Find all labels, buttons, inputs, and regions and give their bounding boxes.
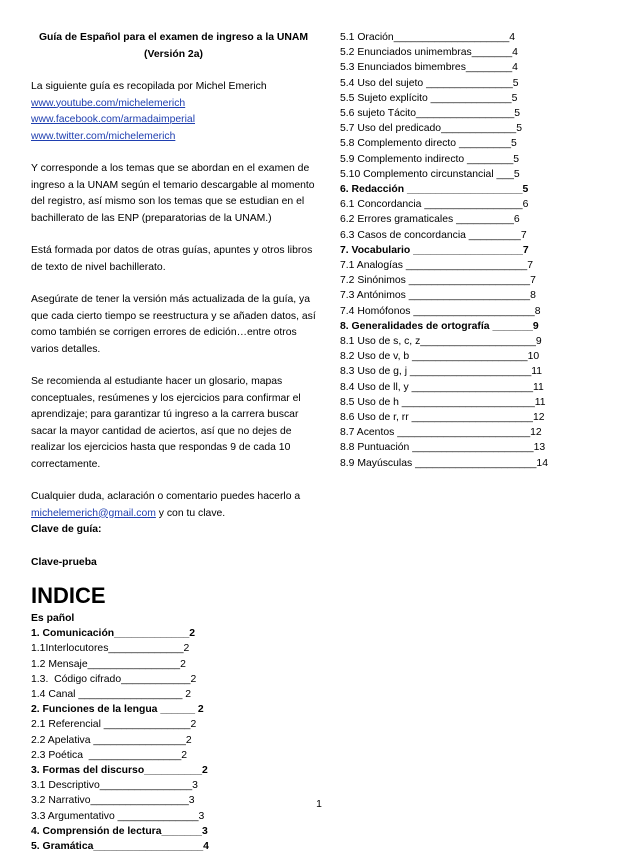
toc-entry: 3.2 Narrativo_________________3	[31, 795, 195, 807]
toc-entry: 2.2 Apelativa ________________2	[31, 734, 192, 746]
toc-entry: 6.2 Errores gramaticales __________6	[340, 214, 520, 226]
toc-entry: 5.1 Oración____________________4	[340, 32, 516, 43]
toc-entry: 3.1 Descriptivo________________3	[31, 780, 198, 792]
index-subject: Es pañol	[31, 613, 75, 624]
toc-entry: 7.1 Analogías _____________________7	[340, 260, 533, 272]
contact-suffix: y con tu clave.	[155, 507, 226, 519]
intro-paragraph-4: Se recomienda al estudiante hacer un glosario, mapas conceptuales, resúmenes y los ejercicios para confirmar el aprendizaje; para garantizar tú ingreso a la carrera buscar sacar la mayor cantidad de aciertos, así que no dejes de realizar los ejercicios hasta que respondas 9 de cada 10 correctamente.	[31, 376, 301, 470]
toc-entry: 1.3. Código cifrado____________2	[31, 673, 197, 685]
toc-entry: 7. Vocabulario ___________________7	[340, 244, 529, 256]
toc-entry: 2.1 Referencial _______________2	[31, 719, 197, 731]
youtube-link[interactable]: www.youtube.com/michelemerich	[31, 97, 186, 109]
right-column	[340, 30, 620, 471]
toc-entry: 1.1Interlocutores_____________2	[31, 643, 190, 655]
toc-entry: 5.8 Complemento directo _________5	[340, 138, 517, 150]
left-column	[31, 30, 316, 854]
intro-paragraph-2: Está formada por datos de otras guías, apuntes y otros libros de texto de nivel bachillerato.	[31, 245, 313, 273]
toc-entry: 7.3 Antónimos _____________________8	[340, 290, 536, 302]
toc-right-list	[340, 30, 620, 471]
toc-entry: 6.1 Concordancia _________________6	[340, 199, 529, 211]
toc-entry: 5.5 Sujeto explícito ______________5	[340, 92, 518, 104]
intro-paragraph-3: Asegúrate de tener la versión más actualizada de la guía, ya que cada cierto tiempo se reestructura y se añaden datos, así como también se corrigen errores de edición…entre otros varios detalles.	[31, 294, 316, 355]
key-value: Clave-prueba	[31, 556, 97, 568]
toc-entry: 6. Redacción ____________________5	[340, 184, 529, 196]
key-label: Clave de guía:	[31, 524, 102, 535]
toc-entry: 8.8 Puntuación _____________________13	[340, 442, 546, 454]
toc-entry: 8.6 Uso de r, rr _____________________12	[340, 412, 545, 424]
toc-entry: 8.9 Mayúsculas _____________________14	[340, 457, 548, 469]
toc-entry: 5.3 Enunciados bimembres________4	[340, 62, 518, 74]
toc-entry: 8.1 Uso de s, c, z____________________9	[340, 336, 542, 348]
toc-left-list	[31, 626, 316, 854]
facebook-link[interactable]: www.facebook.com/armadaimperial	[31, 114, 196, 125]
intro-paragraph-1: Y corresponde a los temas que se abordan en el examen de ingreso a la UNAM según el temario descargable al momento del registro, así mismo son los temas que se estudian en el bachillerato de las ENP (preparatorias de la UNAM.)	[31, 163, 315, 224]
guide-version: (Versión 2a)	[144, 48, 203, 60]
toc-entry: 5.7 Uso del predicado_____________5	[340, 123, 522, 135]
toc-entry: 2.3 Poética ________________2	[31, 749, 188, 761]
index-heading: INDICE	[31, 583, 106, 608]
toc-entry: 6.3 Casos de concordancia _________7	[340, 229, 527, 241]
toc-entry: 5.4 Uso del sujeto _______________5	[340, 77, 519, 89]
toc-entry: 5. Gramática___________________4	[31, 841, 209, 853]
toc-entry: 5.2 Enunciados unimembras_______4	[340, 47, 518, 59]
toc-entry: 5.9 Complemento indirecto ________5	[340, 153, 520, 165]
toc-entry: 1.2 Mensaje________________2	[31, 658, 186, 670]
guide-title: Guía de Español para el examen de ingreso a la UNAM	[38, 32, 309, 43]
toc-entry: 1.4 Canal __________________ 2	[31, 689, 192, 701]
toc-entry: 8.4 Uso de ll, y _____________________11	[340, 381, 544, 393]
toc-entry: 5.6 sujeto Tácito_________________5	[340, 108, 521, 120]
toc-entry: 8.2 Uso de v, b ____________________10	[340, 351, 540, 363]
twitter-link[interactable]: www.twitter.com/michelemerich	[31, 130, 176, 142]
toc-entry: 8. Generalidades de ortografía _______9	[340, 320, 539, 332]
contact-paragraph	[31, 489, 316, 522]
toc-entry: 7.2 Sinónimos _____________________7	[340, 275, 536, 287]
toc-entry: 3.3 Argumentativo ______________3	[31, 810, 205, 822]
toc-entry: 4. Comprensión de lectura_______3	[31, 825, 208, 837]
toc-entry: 8.5 Uso de h _______________________11	[340, 396, 546, 408]
toc-entry: 7.4 Homófonos _____________________8	[340, 305, 541, 317]
toc-entry: 3. Formas del discurso__________2	[31, 765, 208, 777]
contact-email-link[interactable]: michelemerich@gmail.com	[31, 507, 156, 519]
page-number: 1	[316, 799, 322, 810]
toc-entry: 5.10 Complemento circunstancial ___5	[340, 168, 520, 180]
toc-entry: 8.7 Acentos _______________________12	[340, 427, 542, 439]
contact-text: Cualquier duda, aclaración o comentario puedes hacerlo a	[31, 491, 301, 502]
toc-entry: 8.3 Uso de g, j _____________________11	[340, 366, 543, 378]
toc-entry: 1. Comunicación_____________2	[31, 628, 196, 640]
compiled-by-text: La siguiente guía es recopilada por Michel Emerich	[31, 81, 267, 92]
toc-entry: 2. Funciones de la lengua ______ 2	[31, 704, 204, 716]
